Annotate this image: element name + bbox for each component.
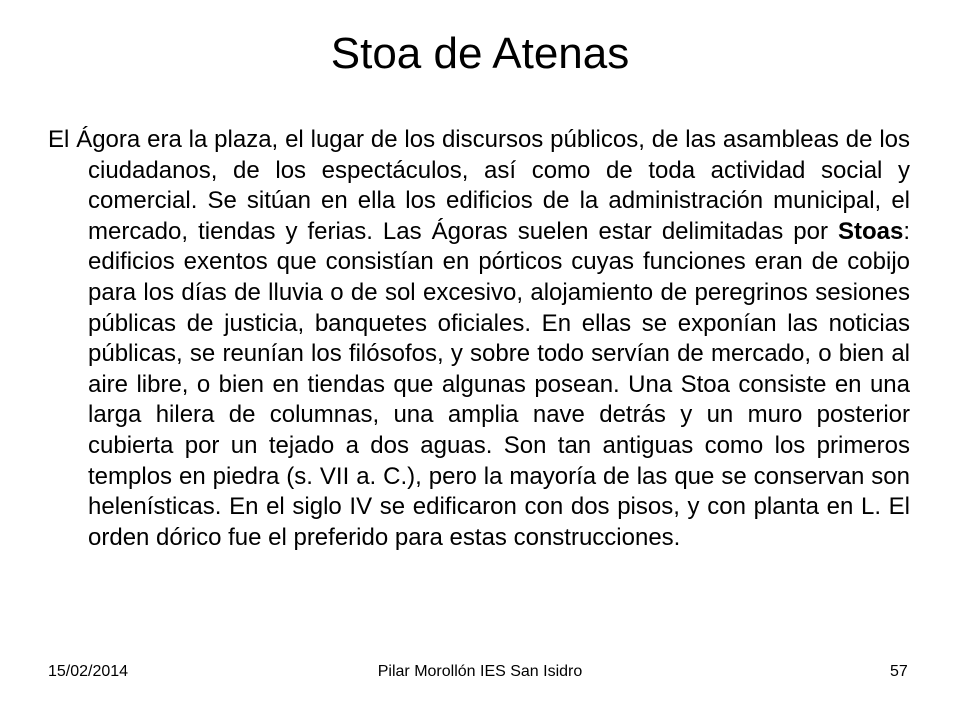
body-text-part-2: : edificios exentos que consistían en pórticos cuyas funciones eran de cobijo para los días de lluvia o de sol excesivo, alojamiento de peregrinos sesiones públicas de justicia, banquetes oficiales. En ellas se exponían las noticias públicas, se reunían los filósofos, y sobre todo servían de mercado, o bien al aire libre, o bien en tiendas que algunas posean. Una Stoa consiste en una larga hilera de columnas, una amplia nave detrás y un muro posterior cubierta por un tejado a dos aguas. Son tan antiguas como los primeros templos en piedra (s. VII a. C.), pero la mayoría de las que se conservan son helenísticas. En el siglo IV se edificaron con dos pisos, y con planta en L. El orden dórico fue el preferido para estas construcciones. <box>88 217 910 551</box>
body-text-bold-term: Stoas <box>837 217 904 245</box>
body-text-part-1: El Ágora era la plaza, el lugar de los discursos públicos, de las asambleas de los ciudadanos, de los espectáculos, así como de toda actividad social y comercial. Se sitúan en ella los edificios de la administración municipal, el mercado, tiendas y ferias. Las Ágoras suelen estar delimitadas por <box>48 126 910 245</box>
footer-date: 15/02/2014 <box>48 663 129 680</box>
footer-author: Pilar Morollón IES San Isidro <box>377 663 583 680</box>
slide-title: Stoa de Atenas <box>330 29 630 78</box>
footer-page-number: 57 <box>890 663 908 680</box>
slide-body-text <box>48 125 910 553</box>
